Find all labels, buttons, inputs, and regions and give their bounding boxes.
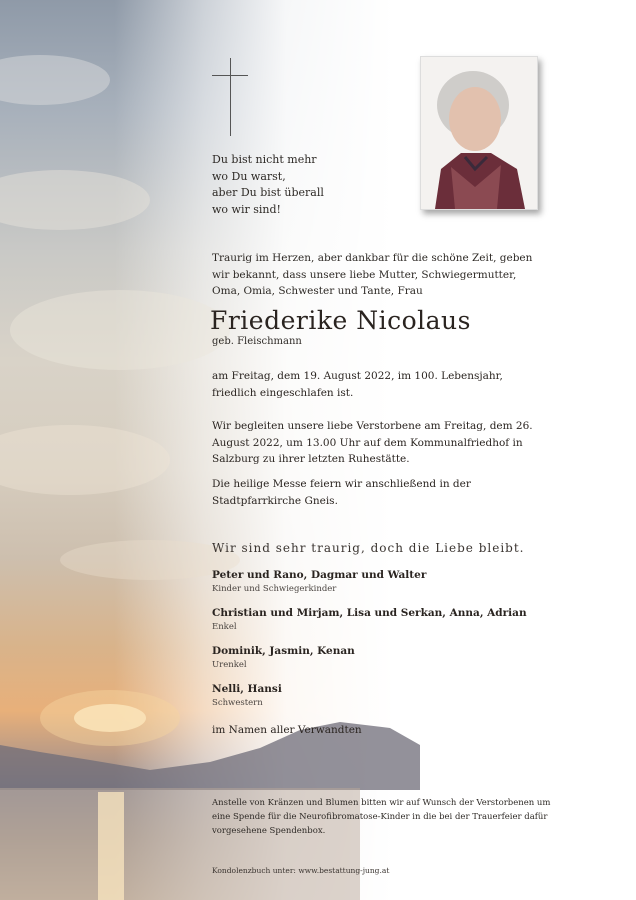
mourner-names: Nelli, Hansi (212, 683, 282, 695)
intro-text: Traurig im Herzen, aber dankbar für die schöne Zeit, geben wir bekannt, dass unsere liebe Mutter, Schwiegermutter, Oma, Omia, Schwester und Tante, Frau (212, 252, 533, 297)
poem-line: wo Du warst, (212, 169, 286, 183)
mourner-names: Christian und Mirjam, Lisa und Serkan, Anna, Adrian (212, 607, 527, 619)
family-closing: im Namen aller Verwandten (212, 724, 362, 736)
list-item (212, 644, 552, 671)
mourner-names: Dominik, Jasmin, Kenan (212, 645, 355, 657)
burial-text: Wir begleiten unsere liebe Verstorbene am Freitag, dem 26. August 2022, um 13.00 Uhr auf dem Kommunalfriedhof in Salzburg zu ihrer letzten Ruhestätte. (212, 420, 533, 465)
passing-text: am Freitag, dem 19. August 2022, im 100. Lebensjahr, friedlich eingeschlafen ist. (212, 370, 503, 399)
mourner-names: Peter und Rano, Dagmar und Walter (212, 569, 427, 581)
mourner-relation: Kinder und Schwiegerkinder (212, 584, 337, 594)
donation-note: Anstelle von Kränzen und Blumen bitten wir auf Wunsch der Verstorbenen um eine Spende für die Neurofibromatose-Kinder in die bei der Trauerfeier dafür vorgesehene Spendenbox. (212, 798, 551, 836)
poem-line: Du bist nicht mehr (212, 153, 317, 166)
condolence-link[interactable]: Kondolenzbuch unter: www.bestattung-jung.at (212, 866, 390, 875)
portrait-photo (420, 56, 538, 210)
maiden-name: geb. Fleischmann (212, 336, 302, 347)
list-item (212, 682, 552, 709)
mass-text: Die heilige Messe feiern wir anschließend in der Stadtpfarrkirche Gneis. (212, 478, 471, 507)
mourner-relation: Enkel (212, 622, 237, 632)
cross-icon-bar (212, 75, 248, 76)
motto: Wir sind sehr traurig, doch die Liebe bleibt. (212, 541, 525, 555)
poem-line: aber Du bist überall (212, 186, 324, 199)
deceased-name: Friederike Nicolaus (210, 306, 471, 335)
mourner-relation: Urenkel (212, 660, 247, 670)
mourners-list (212, 568, 552, 720)
list-item (212, 568, 552, 595)
mourner-relation: Schwestern (212, 698, 263, 708)
poem-line: wo wir sind! (212, 202, 281, 216)
list-item (212, 606, 552, 633)
poem (212, 152, 324, 218)
cross-icon (230, 58, 231, 136)
